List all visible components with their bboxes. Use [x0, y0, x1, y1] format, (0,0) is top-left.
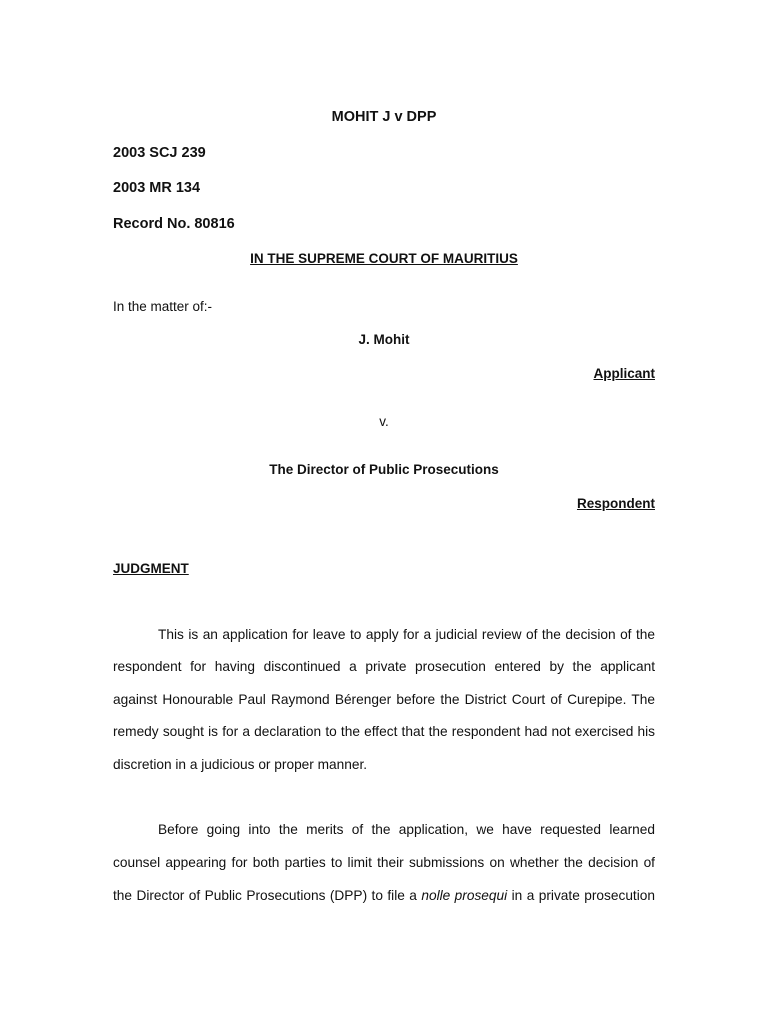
- paragraph-1-line-3: against Honourable Paul Raymond Bérenger before the District Court of Curepipe. The: [113, 692, 655, 707]
- paragraph-2-line-3-start: the Director of Public Prosecutions (DPP) to file a: [113, 888, 422, 903]
- case-title: MOHIT J v DPP: [331, 109, 437, 125]
- nolle-prosequi-term: nolle prosequi: [421, 888, 508, 903]
- paragraph-1-line-5: discretion in a judicious or proper manner.: [113, 757, 368, 772]
- respondent-role: Respondent: [576, 496, 655, 511]
- paragraph-2-line-1: Before going into the merits of the application, we have requested learned: [158, 822, 655, 837]
- paragraph-2-line-3: [113, 888, 655, 903]
- record-number: Record No. 80816: [113, 216, 235, 232]
- applicant-role: Applicant: [593, 366, 655, 381]
- versus-label: v.: [379, 414, 389, 429]
- court-heading: IN THE SUPREME COURT OF MAURITIUS: [250, 251, 518, 266]
- paragraph-2-line-2: counsel appearing for both parties to limit their submissions on whether the decision of: [113, 855, 655, 870]
- citation-scj: 2003 SCJ 239: [113, 145, 206, 161]
- matter-intro: In the matter of:-: [113, 299, 213, 314]
- applicant-name: J. Mohit: [358, 332, 410, 347]
- paragraph-1-line-4: remedy sought is for a declaration to the effect that the respondent had not exercised his: [113, 724, 655, 739]
- judgment-heading: JUDGMENT: [113, 561, 189, 576]
- paragraph-1-line-2: respondent for having discontinued a private prosecution entered by the applicant: [113, 659, 655, 674]
- respondent-name: The Director of Public Prosecutions: [269, 462, 499, 477]
- paragraph-1-line-1: This is an application for leave to apply for a judicial review of the decision of the: [158, 627, 655, 642]
- citation-mr: 2003 MR 134: [113, 180, 201, 196]
- paragraph-2-line-3-end: in a private prosecution: [507, 888, 655, 903]
